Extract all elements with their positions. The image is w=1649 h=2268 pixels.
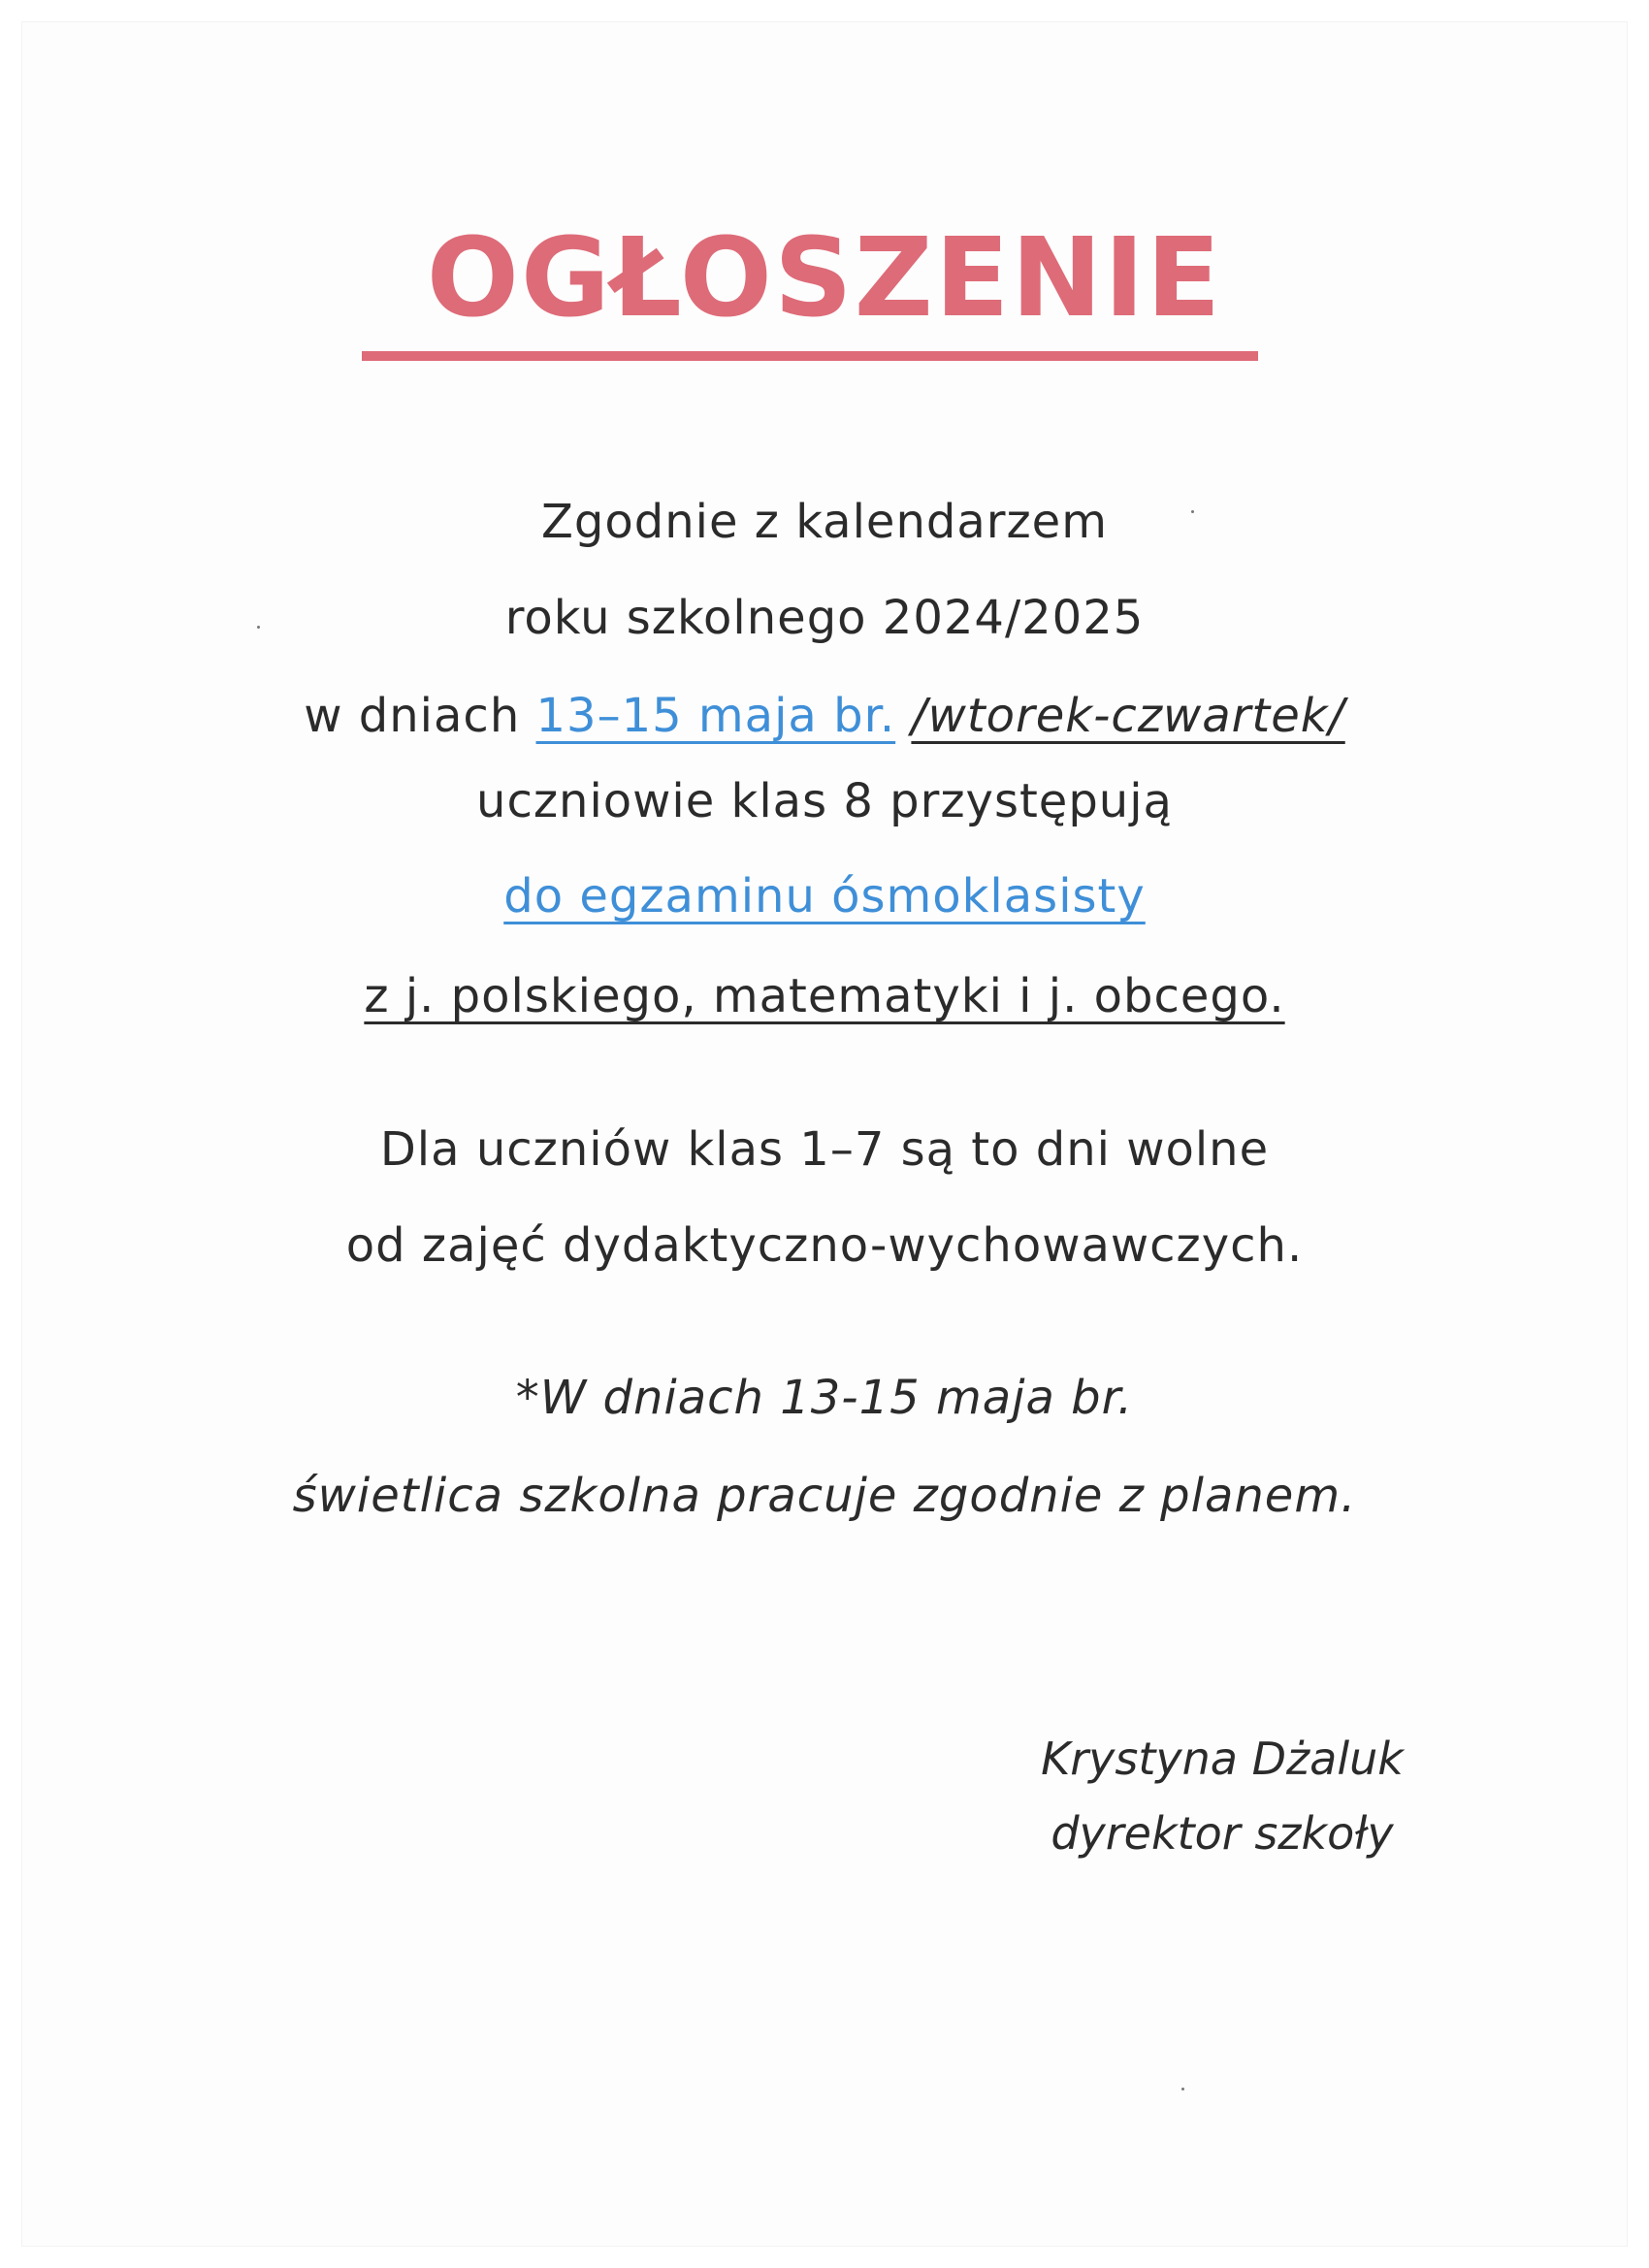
intro-line-3 <box>0 687 1649 745</box>
intro-line-2: roku szkolnego 2024/2025 <box>504 591 1145 645</box>
note-line-2: świetlica szkolna pracuje zgodnie z planem. <box>292 1469 1357 1523</box>
intro-line-6 <box>0 967 1649 1025</box>
note-line-1: *W dniach 13-15 maja br. <box>515 1371 1134 1425</box>
dates-prefix: w dniach <box>304 689 521 743</box>
scan-speck <box>257 626 260 629</box>
scan-speck <box>1191 510 1194 513</box>
info-line-2: od zajęć dydaktyczno-wychowawczych. <box>345 1218 1304 1273</box>
info-line-1: Dla uczniów klas 1–7 są to dni wolne <box>379 1122 1270 1177</box>
exam-dates: 13–15 maja br. <box>535 689 896 743</box>
intro-line-1: Zgodnie z kalendarzem <box>541 495 1108 549</box>
exam-name: do egzaminu ósmoklasisty <box>503 869 1146 923</box>
exam-weekdays: /wtorek-czwartek/ <box>911 689 1345 743</box>
announcement-title: OGŁOSZENIE <box>426 215 1223 341</box>
intro-line-4: uczniowie klas 8 przystępują <box>476 774 1173 828</box>
signature-name: Krystyna Dżaluk <box>1041 1733 1404 1785</box>
title-underline <box>362 351 1258 361</box>
intro-line-5 <box>0 867 1649 925</box>
exam-subjects: z j. polskiego, matematyki i j. obcego. <box>364 969 1285 1023</box>
signature-role: dyrektor szkoły <box>1051 1807 1394 1860</box>
scan-speck <box>1181 2088 1184 2090</box>
